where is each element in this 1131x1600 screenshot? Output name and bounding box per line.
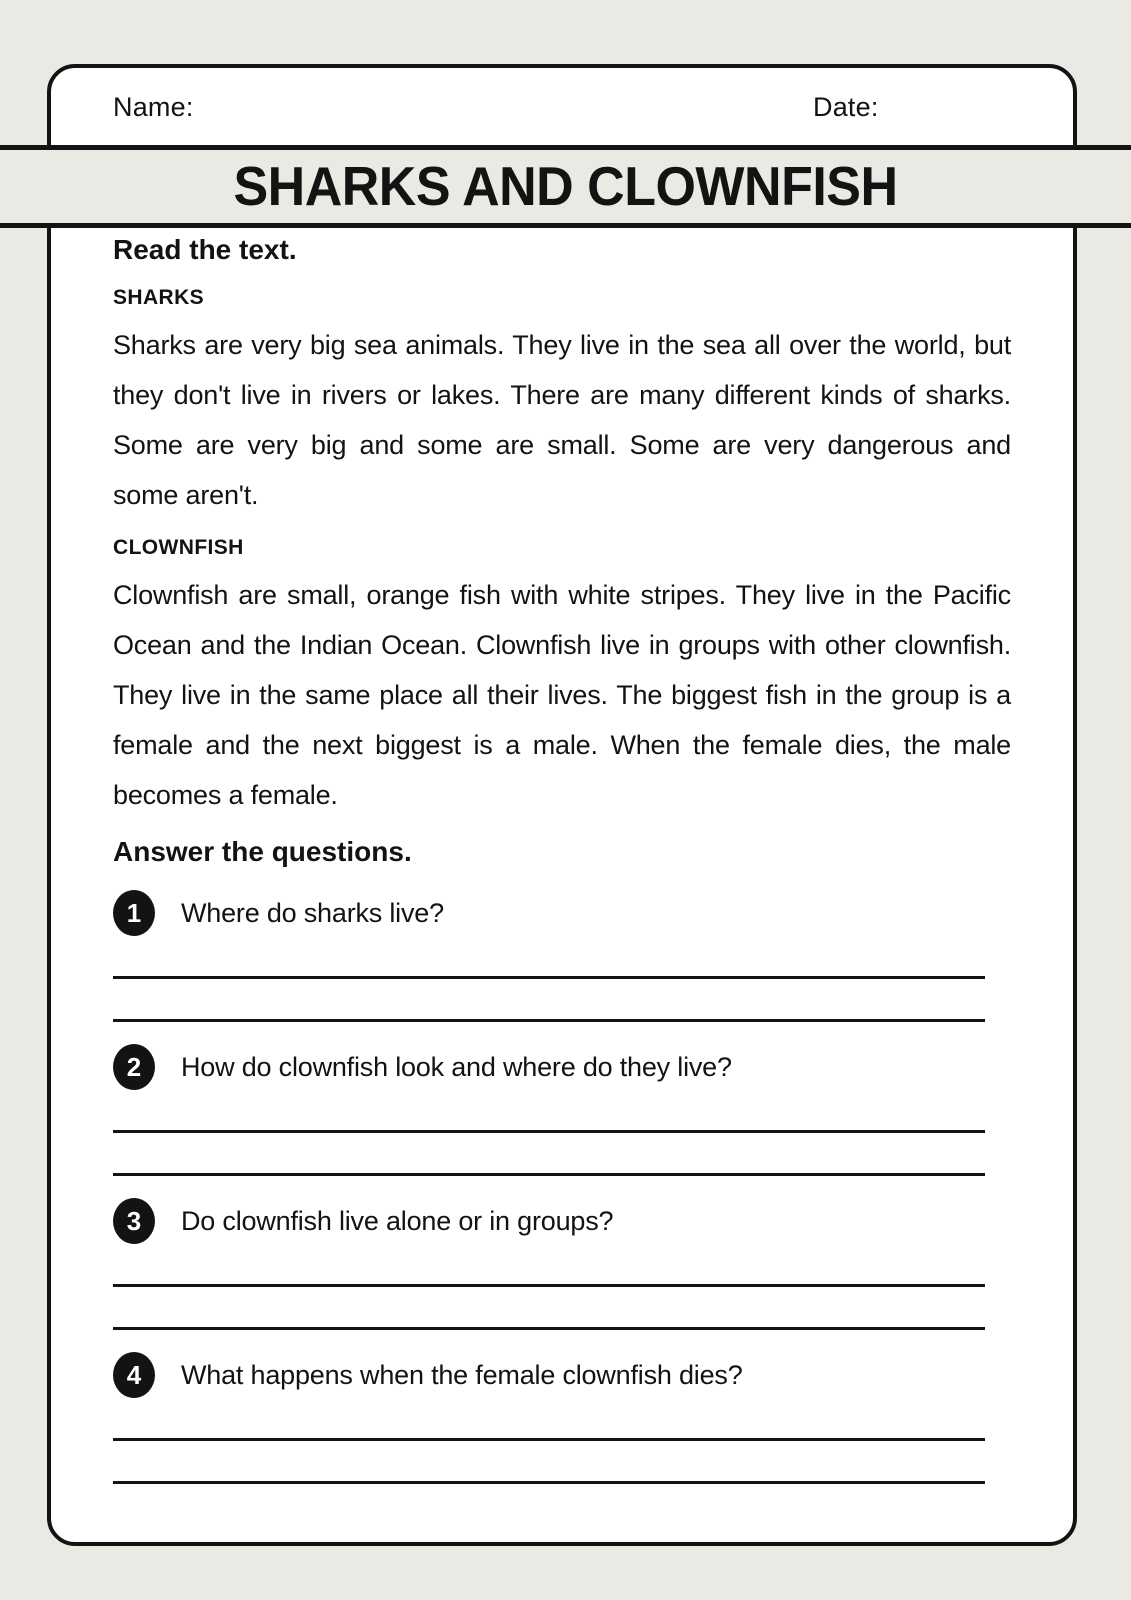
answer-line[interactable] <box>113 936 985 979</box>
sharks-text: Sharks are very big sea animals. They live in the sea all over the world, but they don't live in rivers or lakes. There are many different kinds of sharks. Some are very big and some are small. Some are very dangerous and some aren't. <box>113 330 1011 510</box>
answer-line[interactable] <box>113 979 985 1022</box>
answer-line[interactable] <box>113 1244 985 1287</box>
question-text: Where do sharks live? <box>181 897 444 928</box>
answer-line[interactable] <box>113 1133 985 1176</box>
date-label: Date: <box>813 92 879 122</box>
worksheet-panel <box>47 182 1077 1546</box>
page-title: SHARKS AND CLOWNFISH <box>233 156 898 217</box>
answer-line[interactable] <box>113 1398 985 1441</box>
title-band <box>0 145 1131 228</box>
answer-line[interactable] <box>113 1441 985 1484</box>
question-number-badge: 4 <box>113 1352 155 1398</box>
question-block <box>113 1198 1011 1330</box>
answer-line[interactable] <box>113 1287 985 1330</box>
answer-line[interactable] <box>113 1090 985 1133</box>
question-text: How do clownfish look and where do they live? <box>181 1051 732 1082</box>
question-row <box>113 890 1011 936</box>
question-text: Do clownfish live alone or in groups? <box>181 1205 614 1236</box>
question-number-badge: 2 <box>113 1044 155 1090</box>
question-block <box>113 1044 1011 1176</box>
question-row <box>113 1352 1011 1398</box>
question-row <box>113 1044 1011 1090</box>
sharks-heading: SHARKS <box>113 286 205 309</box>
question-row <box>113 1198 1011 1244</box>
question-block <box>113 1352 1011 1484</box>
read-instruction: Read the text. <box>113 234 297 265</box>
clownfish-text: Clownfish are small, orange fish with white stripes. They live in the Pacific Ocean and the Indian Ocean. Clownfish live in groups with other clownfish. They live in the same place all their lives. The biggest fish in the group is a female and the next biggest is a male. When the female dies, the male becomes a female. <box>113 580 1011 810</box>
name-label: Name: <box>113 92 194 122</box>
question-number-badge: 1 <box>113 890 155 936</box>
clownfish-heading: CLOWNFISH <box>113 536 244 559</box>
answer-instruction: Answer the questions. <box>113 836 412 867</box>
question-number-badge: 3 <box>113 1198 155 1244</box>
question-text: What happens when the female clownfish dies? <box>181 1359 743 1390</box>
question-block <box>113 890 1011 1022</box>
